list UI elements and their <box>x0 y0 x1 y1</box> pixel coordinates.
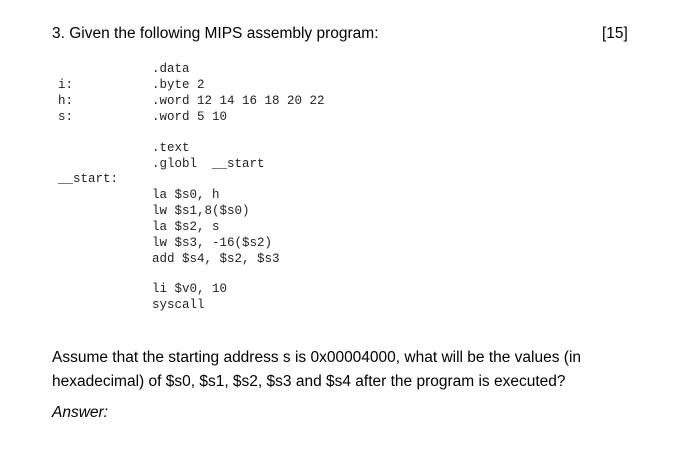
question-prompt <box>52 346 652 394</box>
code-line-word-h: .word 12 14 16 18 20 22 <box>152 94 325 108</box>
question-title: 3. Given the following MIPS assembly program: <box>52 25 379 42</box>
answer-label: Answer: <box>52 404 108 421</box>
code-line-globl: .globl __start <box>152 157 265 171</box>
code-line-lw-s3: lw $s3, -16($s2) <box>152 236 273 250</box>
code-line-data: .data <box>152 62 190 76</box>
code-line-text: .text <box>152 141 190 155</box>
code-line-byte: .byte 2 <box>152 78 205 92</box>
code-line-add-s4: add $s4, $s2, $s3 <box>152 252 280 266</box>
prompt-line-2: hexadecimal) of $s0, $s1, $s2, $s3 and $s4 after the program is executed? <box>52 373 566 390</box>
label-h: h: <box>58 94 74 108</box>
code-line-li-v0: li $v0, 10 <box>152 282 228 296</box>
code-line-lw-s1: lw $s1,8($s0) <box>152 204 250 218</box>
label-start: __start: <box>58 172 119 186</box>
code-line-la-s0: la $s0, h <box>152 188 220 202</box>
prompt-line-1: Assume that the starting address s is 0x00004000, what will be the values (in <box>52 349 582 366</box>
label-i: i: <box>58 78 74 92</box>
code-line-syscall: syscall <box>152 298 205 312</box>
code-line-la-s2: la $s2, s <box>152 220 220 234</box>
marks-badge: [15] <box>602 25 628 42</box>
label-s: s: <box>58 110 74 124</box>
code-line-word-s: .word 5 10 <box>152 110 228 124</box>
